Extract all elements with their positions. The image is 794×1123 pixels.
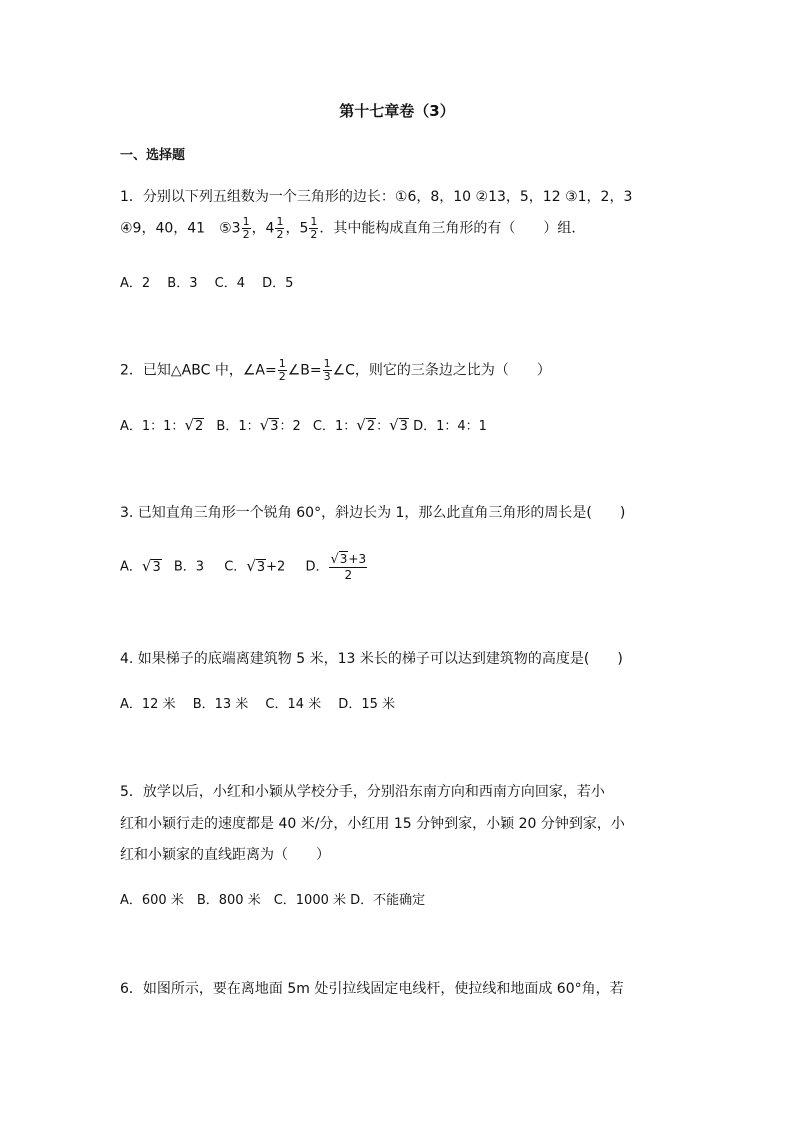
radicand: 3 bbox=[270, 419, 279, 434]
question-1-options: A．2 B．3 C．4 D．5 bbox=[120, 276, 294, 291]
question-1-part: ⑤3 bbox=[219, 220, 241, 237]
radicand: 2 bbox=[195, 419, 204, 434]
option-d: D．1：4：1 bbox=[413, 419, 487, 434]
question-5-line-2: 红和小颖行走的速度都是 40 米/分，小红用 15 分钟到家，小颖 20 分钟到家，小 bbox=[120, 816, 625, 832]
option-c-rest: +2 bbox=[266, 559, 286, 575]
sqrt: √3 bbox=[141, 556, 161, 575]
fraction bbox=[323, 358, 332, 383]
fraction bbox=[278, 358, 287, 383]
fraction bbox=[242, 216, 251, 241]
radicand: 3 bbox=[339, 552, 348, 566]
question-1-line-1: 1．分别以下列五组数为一个三角形的边长：①6，8，10 ②13，5，12 ③1，2，3 bbox=[120, 189, 633, 205]
fraction-denominator: 2 bbox=[310, 228, 318, 241]
question-1-line-2 bbox=[120, 216, 585, 241]
question-1-part: ．其中能构成直角三角形的有（ ）组． bbox=[319, 220, 586, 237]
question-2-part: ∠C，则它的三条边之比为（ ） bbox=[332, 362, 551, 379]
fraction-denominator: 3 bbox=[323, 370, 331, 383]
fraction-denominator: 2 bbox=[242, 228, 250, 241]
option-b-rest: ：2 bbox=[279, 419, 301, 434]
fraction-denominator: 2 bbox=[278, 370, 286, 383]
question-2-options bbox=[120, 415, 487, 434]
option-c-sep: ： bbox=[376, 419, 390, 434]
fraction bbox=[275, 216, 284, 241]
fraction-numerator bbox=[329, 552, 367, 568]
sqrt: √3 bbox=[246, 556, 266, 575]
question-6-line-1: 6．如图所示，要在离地面 5m 处引拉线固定电线杆，使拉线和地面成 60°角，若 bbox=[120, 981, 624, 997]
question-4-line: 4. 如果梯子的底端离建筑物 5 米，13 米长的梯子可以达到建筑物的高度是( ) bbox=[120, 651, 623, 667]
sqrt: √3 bbox=[330, 552, 348, 567]
option-a: A． bbox=[120, 559, 142, 575]
option-b: B．1： bbox=[216, 419, 260, 434]
option-a: A．1：1： bbox=[120, 419, 185, 434]
fraction bbox=[329, 552, 367, 582]
sqrt: √2 bbox=[184, 416, 204, 434]
question-2-part: ∠B= bbox=[287, 362, 322, 379]
question-3-options bbox=[120, 552, 368, 582]
radicand: 3 bbox=[399, 419, 408, 434]
fraction bbox=[309, 216, 318, 241]
question-5-line-3: 红和小颖家的直线距离为（ ） bbox=[120, 847, 330, 863]
option-d: D． bbox=[305, 559, 329, 575]
question-5-options: A．600 米 B．800 米 C．1000 米 D．不能确定 bbox=[120, 893, 426, 908]
sqrt: √3 bbox=[389, 416, 408, 434]
sqrt: √2 bbox=[356, 416, 376, 434]
fraction-numerator: 1 bbox=[242, 215, 250, 228]
question-1-part: ，5 bbox=[285, 220, 309, 237]
numerator-rest: +3 bbox=[348, 552, 367, 566]
question-5-line-1: 5．放学以后，小红和小颖从学校分手，分别沿东南方向和西南方向回家，若小 bbox=[120, 784, 605, 800]
question-2-part: 2．已知△ABC 中，∠A= bbox=[120, 362, 277, 379]
question-3-line: 3. 已知直角三角形一个锐角 60°，斜边长为 1，那么此直角三角形的周长是( ) bbox=[120, 505, 626, 521]
radicand: 2 bbox=[366, 419, 376, 434]
fraction-numerator: 1 bbox=[323, 357, 331, 370]
fraction-numerator: 1 bbox=[310, 215, 318, 228]
fraction-numerator: 1 bbox=[276, 215, 284, 228]
fraction-numerator: 1 bbox=[278, 357, 286, 370]
question-2-line bbox=[120, 358, 551, 383]
fraction-denominator: 2 bbox=[344, 568, 353, 582]
page-title: 第十七章卷（3） bbox=[339, 102, 455, 120]
section-heading: 一、选择题 bbox=[120, 148, 186, 163]
question-4-options: A．12 米 B．13 米 C．14 米 D．15 米 bbox=[120, 697, 395, 712]
sqrt: √3 bbox=[259, 416, 279, 434]
option-b: B．3 bbox=[173, 559, 205, 575]
option-c: C． bbox=[224, 559, 247, 575]
fraction-denominator: 2 bbox=[276, 228, 284, 241]
question-1-part: ，4 bbox=[251, 220, 275, 237]
radicand: 3 bbox=[152, 559, 161, 575]
radicand: 3 bbox=[256, 559, 266, 575]
question-1-part: ④9，40，41 bbox=[120, 220, 206, 237]
option-c: C．1： bbox=[312, 419, 357, 434]
